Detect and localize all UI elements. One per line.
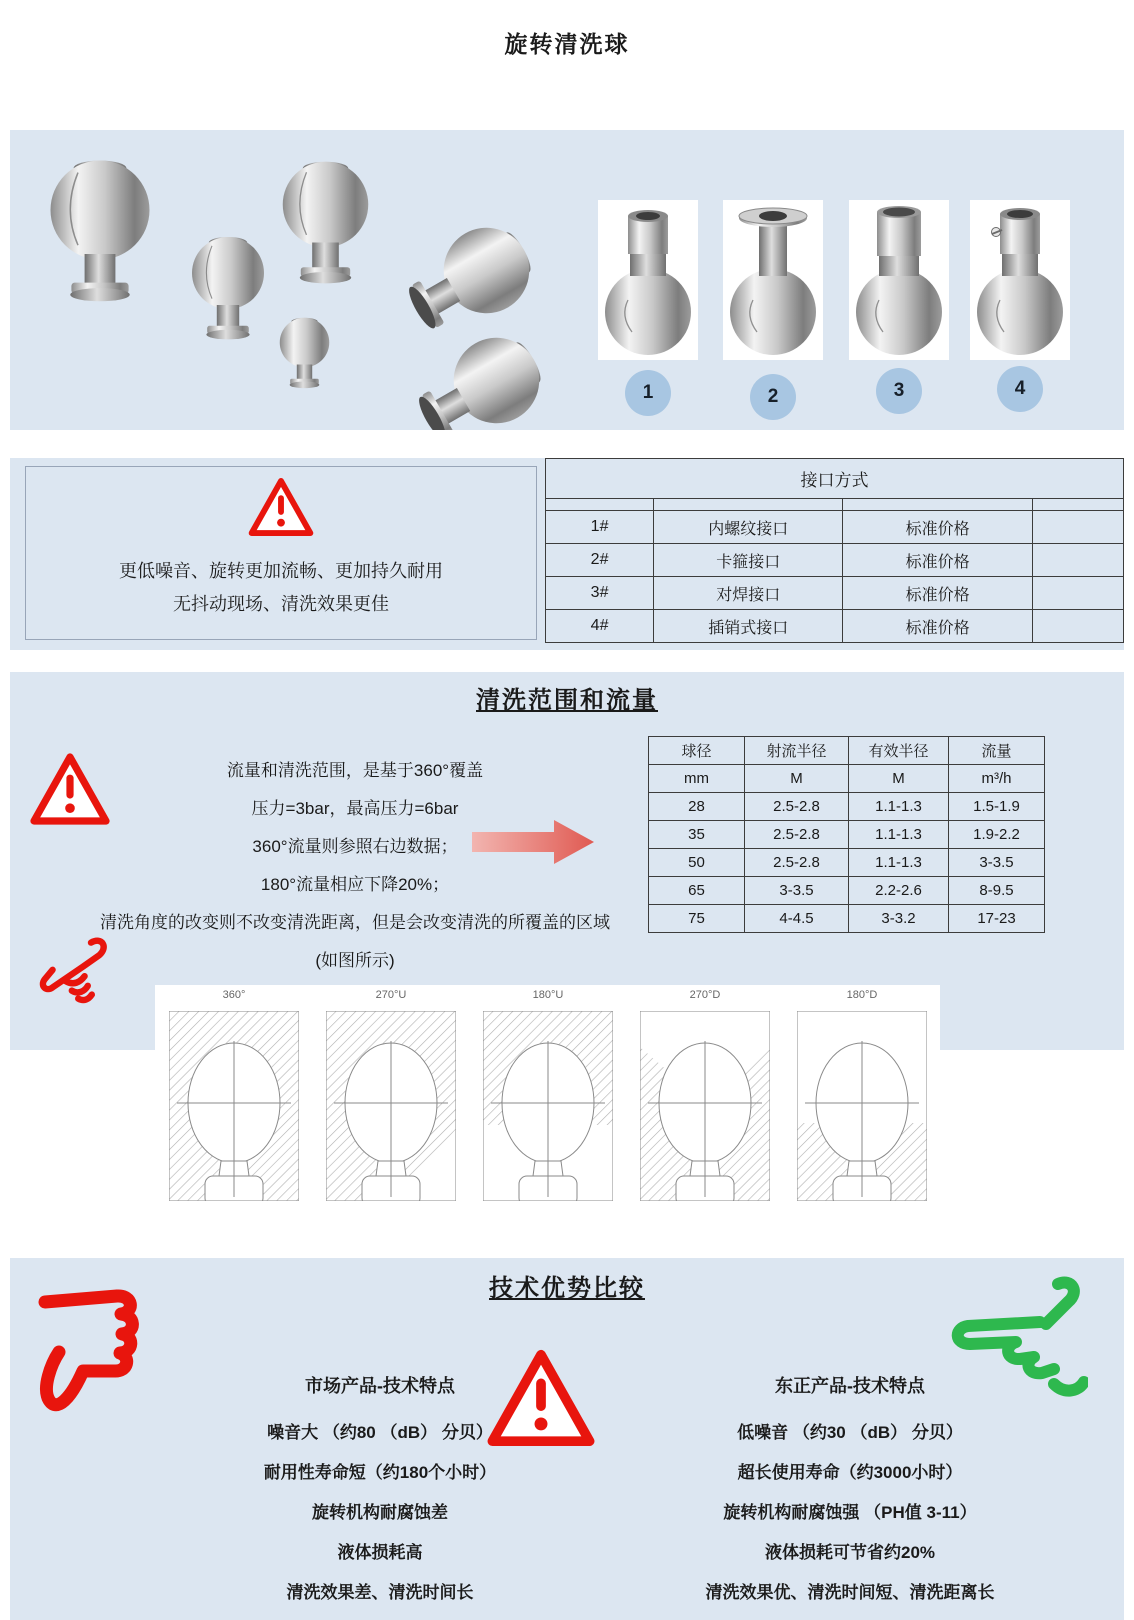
coverage-diagram-180d	[797, 1011, 927, 1201]
coverage-label-180u: 180°U	[532, 989, 564, 1001]
variant-2-number-badge	[750, 374, 796, 420]
cleaning-section-heading: 清洗范围和流量	[476, 687, 658, 714]
variant-4-number-badge	[997, 366, 1043, 412]
cleaning-line: 180°流量相应下降20%；	[260, 875, 450, 894]
cleaning-line: 360°流量则参照右边数据；	[252, 837, 458, 856]
flow-cell: 35	[649, 821, 745, 849]
interface-row1-type: 内螺纹接口	[654, 511, 843, 544]
coverage-label-180d: 180°D	[846, 989, 878, 1001]
interface-row3-type: 对焊接口	[654, 577, 843, 610]
variant-3-number: 3	[893, 380, 905, 401]
flow-cell: 50	[649, 849, 745, 877]
table-row	[649, 877, 1045, 905]
market-product-column	[150, 1373, 610, 1613]
coverage-label-270d: 270°D	[689, 989, 721, 1001]
coverage-label-360: 360°	[222, 989, 246, 1001]
flow-cell: 1.1-1.3	[849, 849, 949, 877]
market-product-title: 市场产品-技术特点	[305, 1376, 455, 1396]
coverage-diagram-270u	[326, 1011, 456, 1201]
interface-row2-empty	[1032, 544, 1123, 577]
interface-row3-empty	[1032, 577, 1123, 610]
variant-4-pin-connector-image	[970, 200, 1070, 360]
interface-table-spacer-cell	[843, 499, 1032, 511]
interface-row4-price: 标准价格	[843, 610, 1032, 643]
interface-row3-id: 3#	[546, 577, 654, 610]
table-row	[546, 511, 1124, 544]
table-row	[649, 793, 1045, 821]
variant-2-clamp-connector-image	[723, 200, 823, 360]
flow-cell: 8-9.5	[949, 877, 1045, 905]
cleaning-line: (如图所示)	[315, 951, 395, 970]
dongzheng-product-item: 清洗效果优、清洗时间短、清洗距离长	[705, 1583, 995, 1602]
table-row	[546, 544, 1124, 577]
pointing-hand-doodle-icon	[35, 934, 115, 1012]
variant-1-image-card	[598, 200, 698, 360]
table-row	[649, 849, 1045, 877]
market-product-item: 清洗效果差、清洗时间长	[286, 1583, 474, 1602]
advantage-note-text	[26, 555, 536, 621]
comparison-band	[10, 1258, 1124, 1620]
flow-unit: M	[745, 765, 849, 793]
interface-table-title: 接口方式	[546, 459, 1124, 499]
dongzheng-product-item: 低噪音 （约30 （dB） 分贝）	[737, 1423, 963, 1442]
advantage-note-box	[25, 466, 537, 640]
flow-cell: 2.5-2.8	[745, 793, 849, 821]
cleaning-line: 清洗角度的改变则不改变清洗距离，但是会改变清洗的所覆盖的区域	[100, 913, 610, 932]
flow-cell: 1.9-2.2	[949, 821, 1045, 849]
coverage-diagram-360	[169, 1011, 299, 1201]
coverage-diagram-270d	[640, 1011, 770, 1201]
flow-col-flow: 流量	[949, 737, 1045, 765]
flow-cell: 75	[649, 905, 745, 933]
table-row	[649, 737, 1045, 765]
interface-type-table	[545, 458, 1124, 643]
flow-cell: 2.2-2.6	[849, 877, 949, 905]
table-row	[546, 610, 1124, 643]
flow-unit: m³/h	[949, 765, 1045, 793]
variant-3-image-card	[849, 200, 949, 360]
variant-1-number-badge	[625, 370, 671, 416]
flow-cell: 28	[649, 793, 745, 821]
flow-col-effective-radius: 有效半径	[849, 737, 949, 765]
dongzheng-product-title: 东正产品-技术特点	[775, 1376, 925, 1396]
products-band	[10, 130, 1124, 430]
flow-range-table	[648, 736, 1045, 933]
cleaning-line: 流量和清洗范围，是基于360°覆盖	[226, 761, 484, 780]
interface-band	[10, 458, 1124, 650]
coverage-diagram-180u	[483, 1011, 613, 1201]
variant-3-weld-connector-image	[849, 200, 949, 360]
variant-2-image-card	[723, 200, 823, 360]
coverage-diagrams-panel	[155, 985, 940, 1217]
table-row	[546, 577, 1124, 610]
market-product-item: 噪音大 （约80 （dB） 分贝）	[267, 1423, 493, 1442]
flow-cell: 1.1-1.3	[849, 793, 949, 821]
cleaning-line: 压力=3bar，最高压力=6bar	[251, 799, 459, 818]
flow-cell: 2.5-2.8	[745, 849, 849, 877]
dongzheng-product-item: 超长使用寿命（约3000小时）	[737, 1463, 963, 1482]
table-row	[649, 905, 1045, 933]
variant-1-number: 1	[642, 382, 654, 403]
advantage-note-line2: 无抖动现场、清洗效果更佳	[173, 594, 389, 614]
interface-row4-empty	[1032, 610, 1123, 643]
flow-cell: 1.5-1.9	[949, 793, 1045, 821]
variant-4-number: 4	[1014, 378, 1026, 399]
page-title: 旋转清洗球	[504, 31, 630, 57]
dongzheng-product-column	[620, 1373, 1080, 1613]
interface-row1-id: 1#	[546, 511, 654, 544]
flow-cell: 2.5-2.8	[745, 821, 849, 849]
flow-cell: 4-4.5	[745, 905, 849, 933]
interface-row2-price: 标准价格	[843, 544, 1032, 577]
interface-table-spacer-cell	[1032, 499, 1123, 511]
table-row	[649, 821, 1045, 849]
right-arrow-icon	[472, 820, 594, 864]
variant-2-number: 2	[767, 386, 779, 407]
market-product-item: 液体损耗高	[337, 1543, 423, 1562]
coverage-label-270u: 270°U	[375, 989, 407, 1001]
table-row	[649, 765, 1045, 793]
flow-col-jet-radius: 射流半径	[745, 737, 849, 765]
flow-cell: 1.1-1.3	[849, 821, 949, 849]
flow-col-diameter: 球径	[649, 737, 745, 765]
interface-row4-type: 插销式接口	[654, 610, 843, 643]
dongzheng-product-item: 旋转机构耐腐蚀强 （PH值 3-11）	[723, 1503, 977, 1522]
interface-row1-empty	[1032, 511, 1123, 544]
dongzheng-product-item: 液体损耗可节省约20%	[764, 1543, 936, 1562]
interface-row2-id: 2#	[546, 544, 654, 577]
flow-unit: mm	[649, 765, 745, 793]
cleaning-balls-group-image	[15, 145, 555, 430]
warning-triangle-icon	[248, 477, 314, 537]
cleaning-description-text	[30, 752, 680, 980]
flow-cell: 3-3.5	[745, 877, 849, 905]
market-product-item: 旋转机构耐腐蚀差	[312, 1503, 448, 1522]
interface-table-spacer-cell	[546, 499, 654, 511]
interface-table-spacer-cell	[654, 499, 843, 511]
flow-unit: M	[849, 765, 949, 793]
variant-3-number-badge	[876, 368, 922, 414]
interface-row1-price: 标准价格	[843, 511, 1032, 544]
flow-cell: 65	[649, 877, 745, 905]
interface-row2-type: 卡箍接口	[654, 544, 843, 577]
flow-cell: 17-23	[949, 905, 1045, 933]
variant-4-image-card	[970, 200, 1070, 360]
market-product-item: 耐用性寿命短（约180个小时）	[263, 1463, 497, 1482]
interface-row3-price: 标准价格	[843, 577, 1032, 610]
comparison-section-heading: 技术优势比较	[489, 1275, 645, 1302]
flow-cell: 3-3.2	[849, 905, 949, 933]
advantage-note-line1: 更低噪音、旋转更加流畅、更加持久耐用	[119, 561, 443, 581]
interface-row4-id: 4#	[546, 610, 654, 643]
flow-cell: 3-3.5	[949, 849, 1045, 877]
variant-1-thread-connector-image	[598, 200, 698, 360]
